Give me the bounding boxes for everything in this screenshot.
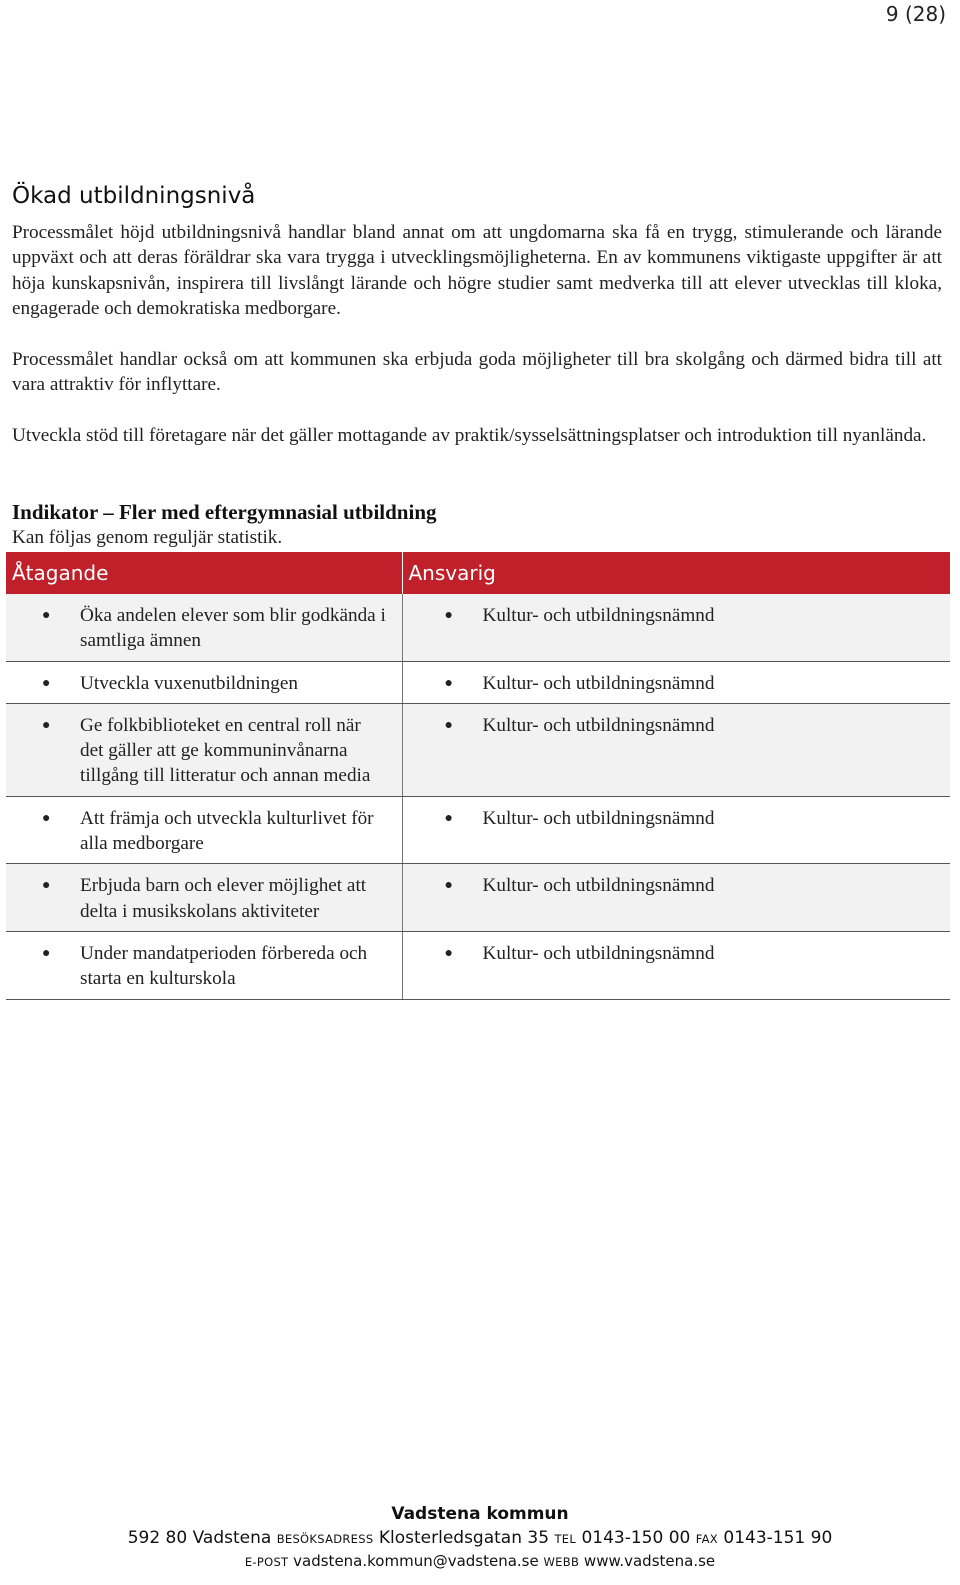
bullet-icon: ● xyxy=(42,608,51,623)
table-row xyxy=(6,594,950,661)
table-row xyxy=(6,931,950,999)
table-row xyxy=(6,864,950,932)
indicator-subtext: Kan följas genom reguljär statistik. xyxy=(12,527,283,548)
indicator-heading: Indikator – Fler med eftergymnasial utbildning xyxy=(12,500,437,524)
footer-address-line xyxy=(0,1526,960,1551)
paragraph-2: Processmålet handlar också om att kommunen ska erbjuda goda möjligheter till bra skolgång och därmed bidra till att vara attraktiv för inflyttare. xyxy=(12,349,942,396)
footer-email-link[interactable]: vadstena.kommun@vadstena.se xyxy=(293,1552,539,1570)
responsible-cell xyxy=(402,703,950,796)
commitment-text: Utveckla vuxenutbildningen xyxy=(80,672,298,694)
commitment-text: Ge folkbiblioteket en central roll när det gäller att ge kommuninvånarna tillgång till litteratur och annan media xyxy=(80,714,371,787)
responsible-text: Kultur- och utbildningsnämnd xyxy=(482,942,715,964)
bullet-icon: ● xyxy=(444,878,453,894)
commitment-cell xyxy=(6,796,402,864)
footer-visit-label: BESÖKSADRESS xyxy=(276,1532,374,1546)
bullet-icon: ● xyxy=(444,945,453,961)
footer-tel-label: TEL xyxy=(554,1532,577,1546)
bullet-icon: ● xyxy=(42,945,51,961)
responsible-cell xyxy=(402,931,950,999)
responsible-cell xyxy=(402,864,950,932)
responsible-text: Kultur- och utbildningsnämnd xyxy=(482,875,715,897)
bullet-icon: ● xyxy=(444,810,453,826)
footer-visit-address: Klosterledsgatan 35 xyxy=(378,1528,550,1548)
bullet-icon: ● xyxy=(444,717,453,733)
responsible-text: Kultur- och utbildningsnämnd xyxy=(482,807,715,829)
responsible-cell xyxy=(402,594,950,661)
bullet-icon: ● xyxy=(444,608,453,623)
paragraph-1: Processmålet höjd utbildningsnivå handlar bland annat om att ungdomarna ska få en trygg, stimulerande och lärande uppväxt och att deras föräldrar ska vara trygga i utvecklingsmöjligheterna. En av kommunens viktigaste uppgifter är att höja kunskapsnivån, inspirera till livslångt lärande och högre studier samt medverka till att elever utvecklas till kloka, engagerade och demokratiska medborgare. xyxy=(12,222,942,319)
header-responsible: Ansvarig xyxy=(402,552,950,594)
section-heading: Ökad utbildningsnivå xyxy=(12,183,256,209)
commitment-text: Öka andelen elever som blir godkända i samtliga ämnen xyxy=(80,605,386,652)
bullet-icon: ● xyxy=(42,717,51,733)
table-row xyxy=(6,796,950,864)
footer-fax-label: FAX xyxy=(695,1532,718,1546)
table-row xyxy=(6,703,950,796)
footer-tel: 0143-150 00 xyxy=(581,1528,691,1548)
responsible-text: Kultur- och utbildningsnämnd xyxy=(482,714,715,736)
bullet-icon: ● xyxy=(444,675,453,691)
footer-org-name: Vadstena kommun xyxy=(391,1504,569,1524)
bullet-icon: ● xyxy=(42,878,51,894)
footer-postal: 592 80 Vadstena xyxy=(127,1528,272,1548)
commitments-table xyxy=(6,552,950,1000)
commitment-text: Att främja och utveckla kulturlivet för alla medborgare xyxy=(80,807,374,855)
responsible-cell xyxy=(402,661,950,703)
commitment-cell xyxy=(6,864,402,932)
commitment-text: Under mandatperioden förbereda och starta en kulturskola xyxy=(80,942,368,990)
bullet-icon: ● xyxy=(42,810,51,826)
paragraph-3: Utveckla stöd till företagare när det gäller mottagande av praktik/sysselsättningsplatser och introduktion till nyanlända. xyxy=(12,425,927,446)
footer-web-link[interactable]: www.vadstena.se xyxy=(583,1552,716,1570)
page-number: 9 (28) xyxy=(885,2,946,26)
responsible-cell xyxy=(402,796,950,864)
commitment-cell xyxy=(6,594,402,661)
table-body xyxy=(6,594,950,999)
footer-email-label: E-POST xyxy=(244,1555,289,1569)
footer xyxy=(0,1502,960,1572)
responsible-text: Kultur- och utbildningsnämnd xyxy=(482,672,715,694)
commitment-cell xyxy=(6,661,402,703)
bullet-icon: ● xyxy=(42,675,51,691)
table-header-row xyxy=(6,552,950,594)
commitment-text: Erbjuda barn och elever möjlighet att delta i musikskolans aktiviteter xyxy=(80,875,367,922)
responsible-text: Kultur- och utbildningsnämnd xyxy=(482,605,715,626)
header-commitment: Åtagande xyxy=(6,552,402,594)
footer-contact-line xyxy=(0,1551,960,1572)
table-row xyxy=(6,661,950,703)
commitment-cell xyxy=(6,703,402,796)
footer-web-label: WEBB xyxy=(543,1555,580,1569)
footer-fax: 0143-151 90 xyxy=(723,1528,833,1548)
commitment-cell xyxy=(6,931,402,999)
